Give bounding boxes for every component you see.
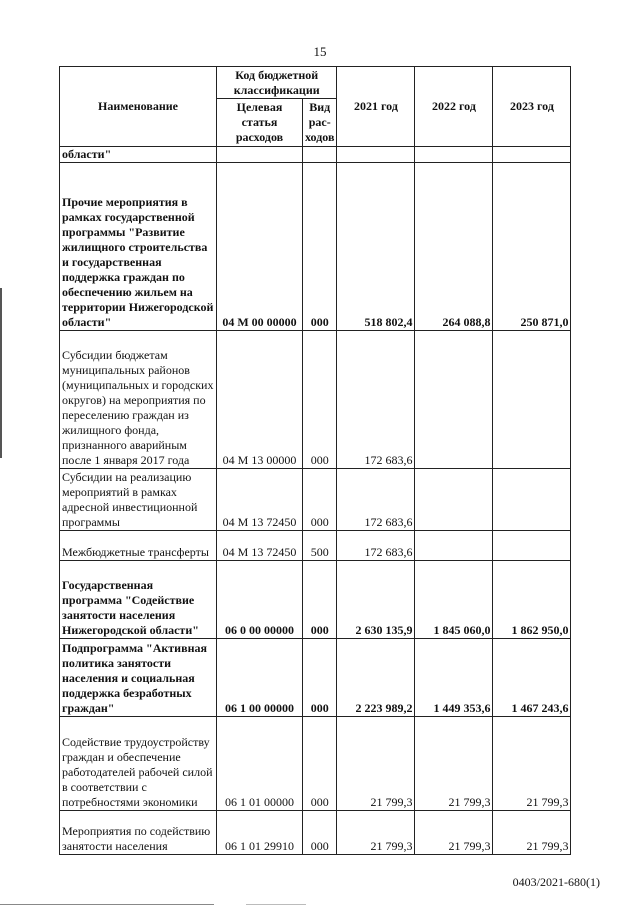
header-2023: 2023 год — [493, 67, 571, 147]
table-row — [60, 531, 571, 561]
row-name: Подпрограмма "Активная политика занятости населения и социальная поддержка безработных граждан" — [60, 639, 217, 717]
header-2022: 2022 год — [415, 67, 493, 147]
row-2022 — [415, 469, 493, 531]
row-name: Содействие трудоустройству граждан и обеспечение работодателей рабочей силой в соответствии с потребностями экономики — [60, 717, 217, 811]
row-name: Субсидии на реализацию мероприятий в рамках адресной инвестиционной программы — [60, 469, 217, 531]
row-2023: 21 799,3 — [493, 717, 571, 811]
header-expense-type: Вид рас-ходов — [303, 99, 337, 147]
table-row — [60, 717, 571, 811]
table-row — [60, 811, 571, 855]
row-name: Государственная программа "Содействие занятости населения Нижегородской области" — [60, 561, 217, 639]
header-classification: Код бюджетной классификации — [217, 67, 337, 99]
row-target-article: 04 М 13 72450 — [217, 531, 303, 561]
row-name: Мероприятия по содействию занятости населения — [60, 811, 217, 855]
row-2022: 1 449 353,6 — [415, 639, 493, 717]
row-expense-type: 000 — [303, 561, 337, 639]
header-target-article: Целевая статья расходов — [217, 99, 303, 147]
row-2022: 21 799,3 — [415, 811, 493, 855]
row-target-article: 04 М 13 00000 — [217, 331, 303, 469]
row-target-article: 06 1 01 29910 — [217, 811, 303, 855]
row-expense-type: 000 — [303, 811, 337, 855]
document-code: 0403/2021-680(1) — [512, 875, 600, 889]
row-2023: 21 799,3 — [493, 811, 571, 855]
row-target-article: 06 0 00 00000 — [217, 561, 303, 639]
row-expense-type: 000 — [303, 331, 337, 469]
table-row — [60, 147, 571, 163]
table-row — [60, 331, 571, 469]
row-expense-type: 000 — [303, 717, 337, 811]
row-name: Субсидии бюджетам муниципальных районов (муниципальных и городских округов) на мероприятия по переселению граждан из жилищного фонда, признанного аварийным после 1 января 2017 года — [60, 331, 217, 469]
row-2021 — [337, 147, 415, 163]
row-2023: 1 862 950,0 — [493, 561, 571, 639]
header-2021: 2021 год — [337, 67, 415, 147]
row-expense-type: 000 — [303, 639, 337, 717]
budget-table — [59, 66, 571, 855]
row-2023: 1 467 243,6 — [493, 639, 571, 717]
row-2023 — [493, 147, 571, 163]
table-row — [60, 561, 571, 639]
row-2021: 2 223 989,2 — [337, 639, 415, 717]
margin-mark — [0, 288, 2, 458]
row-2021: 2 630 135,9 — [337, 561, 415, 639]
table-body — [60, 147, 571, 855]
row-2021: 21 799,3 — [337, 811, 415, 855]
row-name: Межбюджетные трансферты — [60, 531, 217, 561]
table-row — [60, 163, 571, 331]
table-row — [60, 639, 571, 717]
row-target-article: 06 1 00 00000 — [217, 639, 303, 717]
row-target-article: 04 М 13 72450 — [217, 469, 303, 531]
row-2023 — [493, 469, 571, 531]
header-name: Наименование — [60, 67, 217, 147]
row-expense-type: 500 — [303, 531, 337, 561]
row-name: области" — [60, 147, 217, 163]
header-row-top — [60, 67, 571, 99]
row-2021: 172 683,6 — [337, 469, 415, 531]
row-target-article: 04 М 00 00000 — [217, 163, 303, 331]
row-name: Прочие мероприятия в рамках государственной программы "Развитие жилищного строительства и государственная поддержка граждан по обеспечению жильем на территории Нижегородской области" — [60, 163, 217, 331]
row-2022: 1 845 060,0 — [415, 561, 493, 639]
row-2023: 250 871,0 — [493, 163, 571, 331]
row-2023 — [493, 531, 571, 561]
page-number: 15 — [313, 44, 327, 59]
row-2022: 21 799,3 — [415, 717, 493, 811]
row-2021: 518 802,4 — [337, 163, 415, 331]
row-2022 — [415, 531, 493, 561]
row-expense-type: 000 — [303, 469, 337, 531]
row-2021: 172 683,6 — [337, 531, 415, 561]
row-2022 — [415, 147, 493, 163]
row-2023 — [493, 331, 571, 469]
table-row — [60, 469, 571, 531]
row-2021: 172 683,6 — [337, 331, 415, 469]
row-expense-type: 000 — [303, 163, 337, 331]
row-2022 — [415, 331, 493, 469]
row-target-article — [217, 147, 303, 163]
row-expense-type — [303, 147, 337, 163]
row-2021: 21 799,3 — [337, 717, 415, 811]
row-target-article: 06 1 01 00000 — [217, 717, 303, 811]
row-2022: 264 088,8 — [415, 163, 493, 331]
